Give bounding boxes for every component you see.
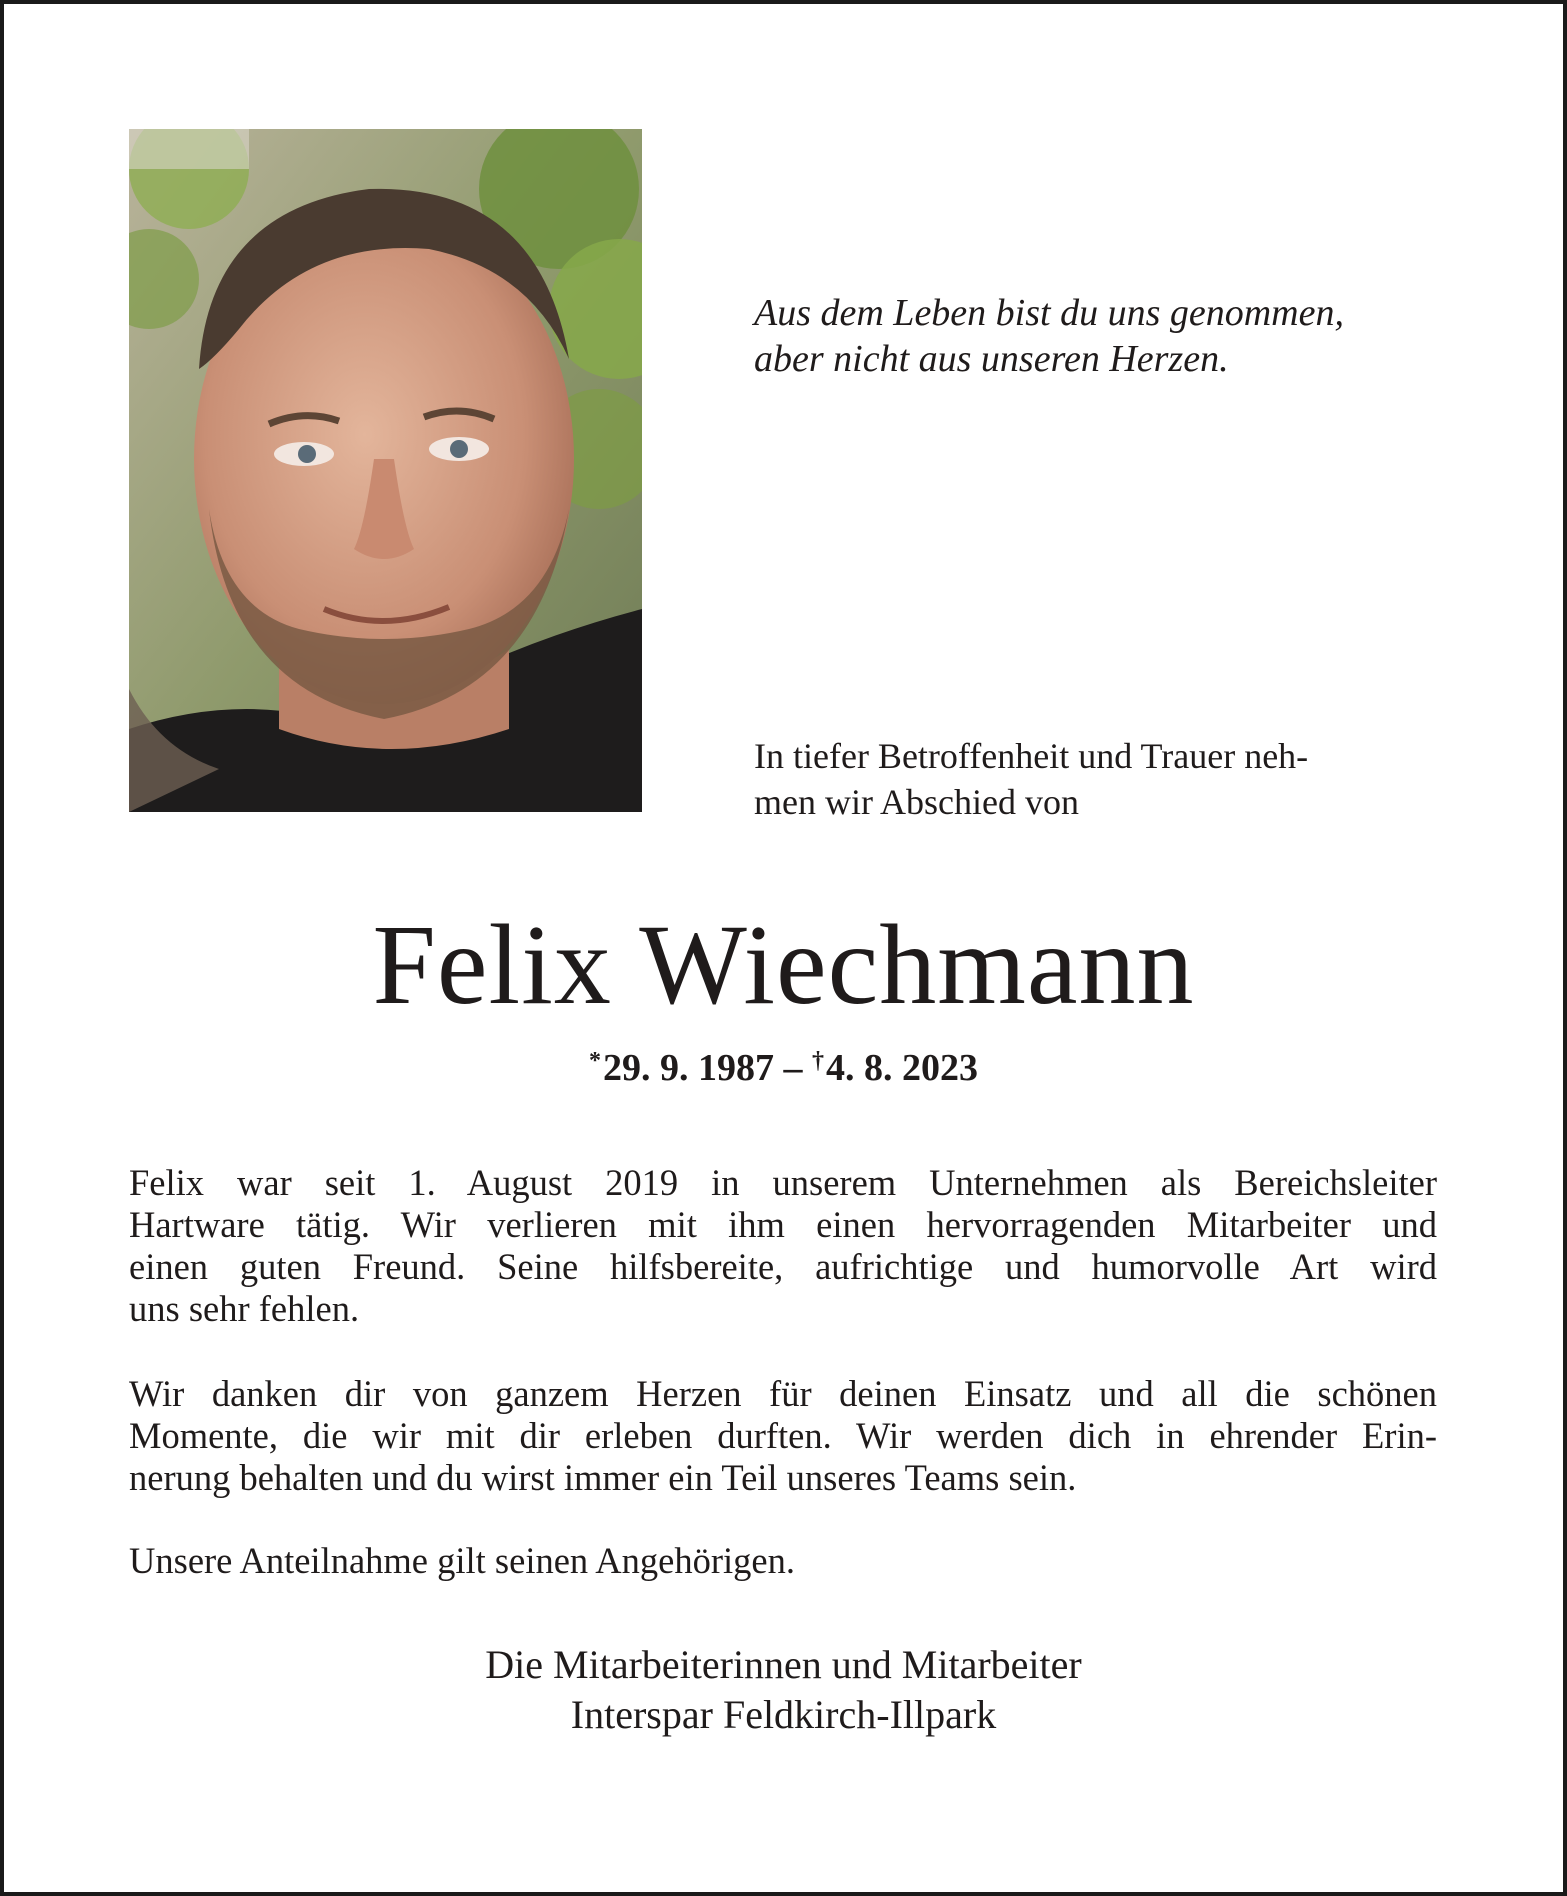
paragraph-line: Momente, die wir mit dir erleben durften. Wir werden dich in ehrender Erin- [129,1415,1437,1456]
paragraph-tribute [129,1162,1437,1330]
paragraph-line: einen guten Freund. Seine hilfsbereite, aufrichtige und humorvolle Art wird [129,1246,1437,1287]
memorial-quote [754,290,1444,382]
death-symbol: † [812,1048,824,1074]
portrait-photo [129,129,642,812]
quote-line-2: aber nicht aus unseren Herzen. [754,338,1229,380]
intro-line-2: men wir Abschied von [754,782,1079,822]
deceased-name: Felix Wiechmann [372,901,1195,1028]
date-separator: – [774,1047,812,1089]
paragraph-thanks [129,1373,1437,1499]
paragraph-line: Wir danken dir von ganzem Herzen für deinen Einsatz und all die schönen [129,1373,1437,1414]
paragraph-line: Felix war seit 1. August 2019 in unserem Unternehmen als Bereichsleiter [129,1162,1437,1203]
quote-line-1: Aus dem Leben bist du uns genommen, [754,292,1344,334]
intro-line-1: In tiefer Betroffenheit und Trauer neh- [754,736,1309,776]
birth-date: 29. 9. 1987 [603,1047,774,1089]
paragraph-line: nerung behalten und du wirst immer ein Teil unseres Teams sein. [129,1457,1077,1498]
signature-block [0,1640,1567,1740]
life-dates [0,1036,1567,1093]
signature-line-1: Die Mitarbeiterinnen und Mitarbeiter [485,1642,1082,1687]
paragraph-line: Unsere Anteilnahme gilt seinen Angehörigen. [129,1540,795,1581]
signature-line-2: Interspar Feldkirch-Illpark [570,1692,997,1737]
death-date: 4. 8. 2023 [826,1047,978,1089]
paragraph-condolence [129,1540,1437,1582]
portrait-illustration [129,129,642,812]
farewell-intro [754,733,1454,825]
paragraph-line: Hartware tätig. Wir verlieren mit ihm einen hervorragenden Mitarbeiter und [129,1204,1437,1245]
birth-symbol: * [589,1048,601,1074]
paragraph-line: uns sehr fehlen. [129,1288,360,1329]
